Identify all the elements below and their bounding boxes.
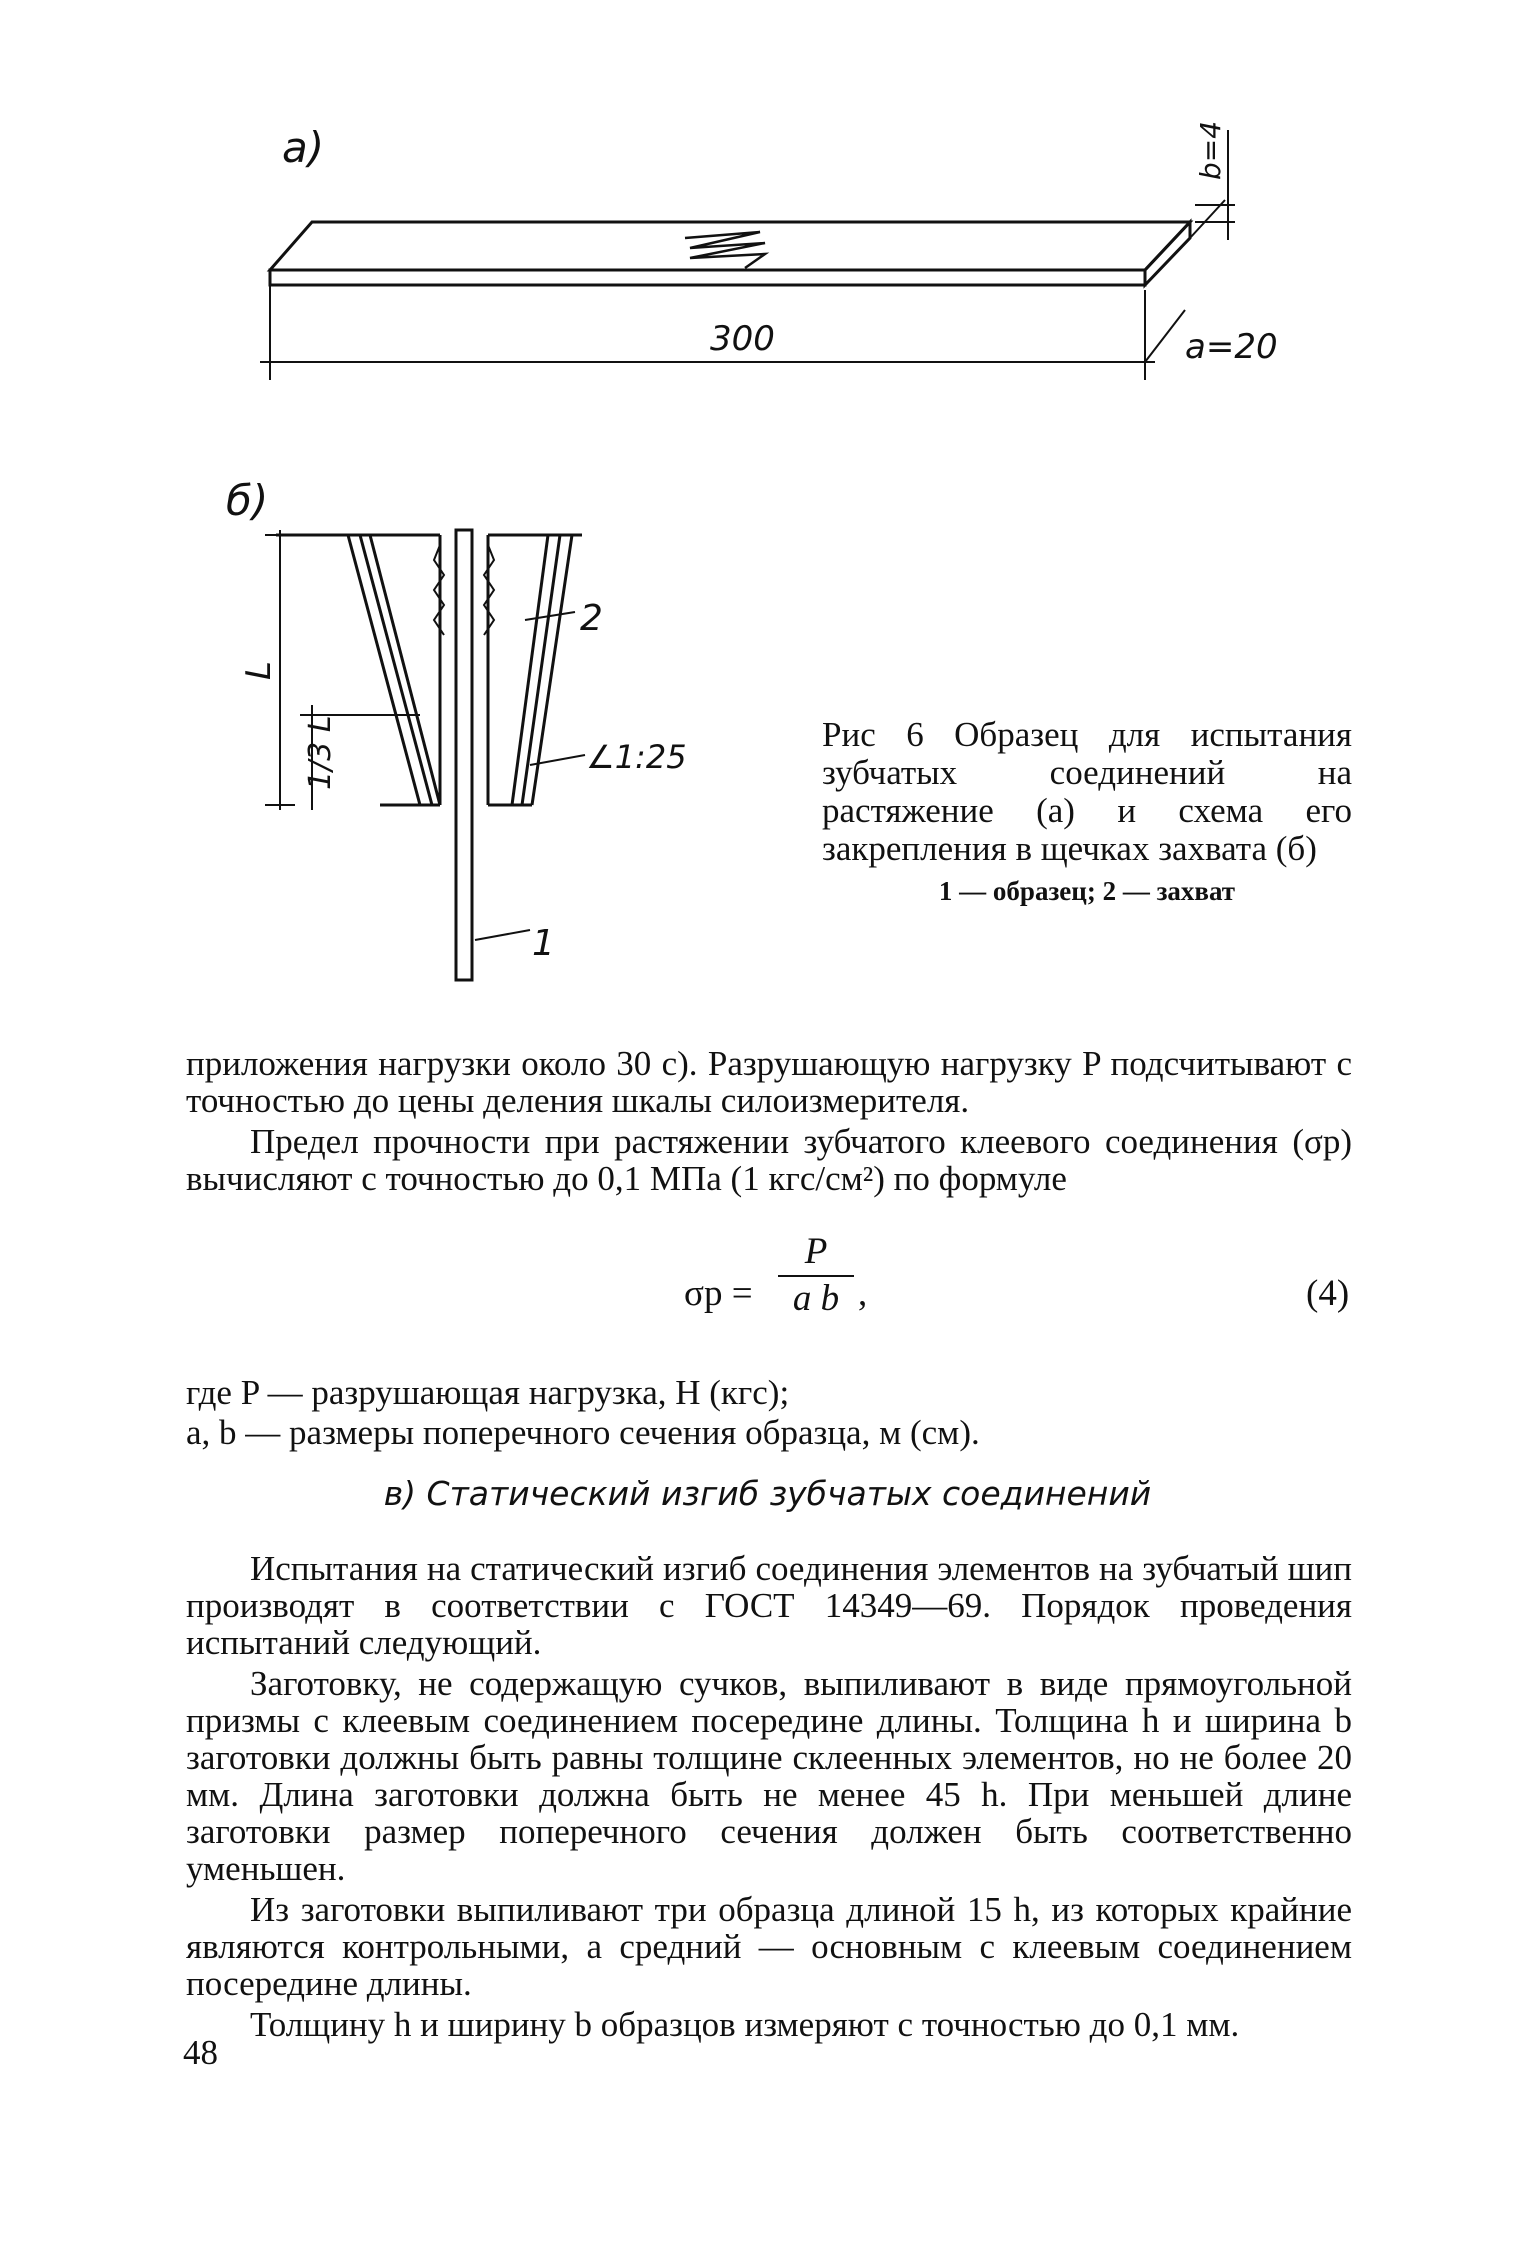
paragraph: Из заготовки выпиливают три образца длиной 15 h, из которых крайние являются контрольными, а средний — основным с клеевым соединением посередине длины.: [186, 1890, 1352, 2003]
legend-line: где P — разрушающая нагрузка, H (кгс);: [186, 1373, 790, 1412]
legend-line: a, b — размеры поперечного сечения образца, м (см).: [186, 1413, 980, 1452]
paragraph: приложения нагрузки около 30 с). Разрушающую нагрузку P подсчитывают с точностью до цены деления шкалы силоизмерителя.: [186, 1044, 1352, 1120]
paragraph: Толщину h и ширину b образцов измеряют с точностью до 0,1 мм.: [250, 2005, 1240, 2044]
formula-numerator: P: [778, 1230, 854, 1277]
dimension-length: 300: [710, 319, 775, 359]
formula-fraction: [778, 1230, 854, 1320]
dimension-a: а=20: [1185, 327, 1278, 367]
text-block-bottom: [186, 1550, 1352, 2047]
dimension-L: L: [239, 661, 279, 680]
figure-a-label: а): [282, 123, 325, 172]
page-number: 48: [183, 2033, 218, 2072]
slope-label: ∠1:25: [586, 738, 687, 776]
paragraph: Испытания на статический изгиб соединения элементов на зубчатый шип производят в соответствии с ГОСТ 14349—69. Порядок проведения испытаний следующий.: [186, 1549, 1352, 1662]
formula-4: [0, 1228, 1535, 1338]
dimension-b: b=4: [1194, 120, 1227, 180]
dimension-third-L: 1/3 L: [303, 715, 338, 790]
callout-1: 1: [532, 923, 555, 964]
figure-caption: [822, 716, 1352, 910]
figure-b-label: б): [226, 476, 269, 525]
formula-number: (4): [1306, 1273, 1350, 1314]
paragraph: Заготовку, не содержащую сучков, выпиливают в виде прямоугольной призмы с клеевым соединением посередине длины. Толщина h и ширина b заготовки должны быть равны толщине склеенных элементов, но не более 20 мм. Длина заготовки должна быть не менее 45 h. При меньшей длине заготовки размер поперечного сечения должен быть соответственно уменьшен.: [186, 1664, 1352, 1888]
formula-denominator: a b: [792, 1278, 840, 1319]
caption-text: Рис 6 Образец для испытания зубчатых соединений на растяжение (а) и схема его закрепления в щечках захвата (б): [822, 715, 1352, 868]
paragraph: Предел прочности при растяжении зубчатого клеевого соединения (σр) вычисляют с точностью до 0,1 МПа (1 кгс/см²) по формуле: [186, 1122, 1352, 1198]
formula-comma: ,: [858, 1273, 868, 1314]
callout-2: 2: [580, 598, 603, 639]
caption-legend: 1 — образец; 2 — захват: [938, 876, 1236, 906]
formula-legend: [186, 1373, 1352, 1453]
text-block-top: [186, 1045, 1352, 1201]
formula-lhs: σр =: [684, 1273, 753, 1314]
section-subheading: в) Статический изгиб зубчатых соединений: [383, 1474, 1152, 1513]
